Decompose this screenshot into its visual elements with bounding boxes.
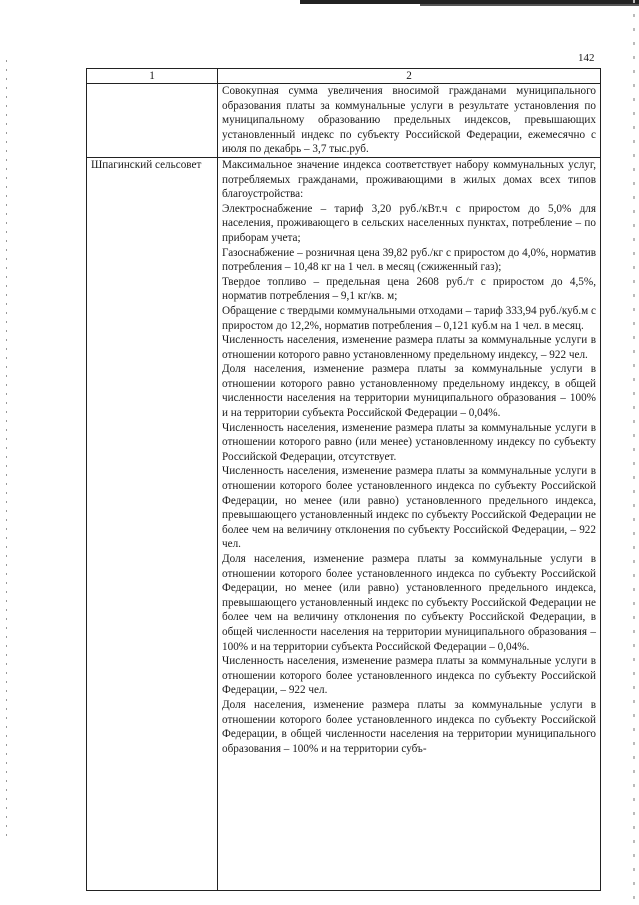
paragraph: Численность населения, изменение размера платы за коммунальные услуги в отношении которого равно установленному предельному индексу, – 922 чел.	[222, 334, 596, 361]
paragraph: Доля населения, изменение размера платы за коммунальные услуги в отношении которого более установленного индекса по субъекту Российской Федерации, но менее (или равно) установленного предельного индекса, превышающего установленный индекс по субъекту Российской Федерации не более чем на величину отклонения по субъекту Российской Федерации, в общей численности населения на территории муниципального образования – 100% и на территории субъекта Российской Федерации – 0,04%.	[222, 553, 596, 653]
table-row	[87, 84, 601, 158]
table-header-row	[87, 69, 601, 84]
column-header: 1	[87, 69, 218, 84]
paragraph: Численность населения, изменение размера платы за коммунальные услуги в отношении которого более установленного индекса по субъекту Российской Федерации, – 922 чел.	[222, 655, 596, 697]
paragraph: Численность населения, изменение размера платы за коммунальные услуги в отношении которого равно (или менее) установленному индексу по субъекту Российской Федерации, отсутствует.	[222, 421, 596, 463]
page-number: 142	[578, 52, 595, 64]
municipality-name: Шпагинский сельсовет	[91, 158, 202, 171]
paragraph: Доля населения, изменение размера платы за коммунальные услуги в отношении которого более установленного индекса по субъекту Российской Федерации, в общей численности населения на территории муниципального образования – 100% и на территории субъ-	[222, 698, 596, 755]
scan-edge-left	[6, 60, 7, 840]
description-cell	[218, 157, 601, 890]
paragraph: Твердое топливо – предельная цена 2608 руб./т с приростом до 4,5%, норматив потребления – 9,1 кг/кв. м;	[222, 275, 596, 303]
paragraph: Численность населения, изменение размера платы за коммунальные услуги в отношении которого более установленного индекса по субъекту Российской Федерации, но менее (или равно) установленного предельного индекса, превышающего установленный индекс по субъекту Российской Федерации не более чем на величину отклонения по субъекту Российской Федерации, – 922 чел.	[222, 465, 596, 551]
scan-edge-top-secondary	[420, 4, 639, 6]
paragraph: Совокупная сумма увеличения вносимой гражданами муниципального образования платы за коммунальные услуги в результате установления по муниципальному образованию предельных индексов, превышающих установленный индекс по субъекту Российской Федерации, ежемесячно с июля по декабрь – 3,7 тыс.руб.	[222, 85, 596, 156]
document-table	[86, 68, 601, 891]
paragraph: Максимальное значение индекса соответствует набору коммунальных услуг, потребляемых гражданами, проживающими в жилых домах всех типов благоустройства:	[222, 158, 596, 201]
municipality-cell	[87, 84, 218, 158]
description-cell	[218, 84, 601, 158]
paragraph: Доля населения, изменение размера платы за коммунальные услуги в отношении которого равно установленному предельному индексу, в общей численности населения на территории муниципального образования – 100% и на территории субъекта Российской Федерации – 0,04%.	[222, 363, 596, 420]
paragraph: Электроснабжение – тариф 3,20 руб./кВт.ч с приростом до 5,0% для населения, проживающего в сельских населенных пунктах, потребление – по приборам учета;	[222, 202, 596, 244]
column-header: 2	[218, 69, 601, 84]
scan-edge-right	[633, 0, 635, 905]
table-row	[87, 157, 601, 890]
paragraph: Обращение с твердыми коммунальными отходами – тариф 333,94 руб./куб.м с приростом до 12,2%, норматив потребления – 0,121 куб.м на 1 чел. в месяц.	[222, 304, 596, 332]
paragraph: Газоснабжение – розничная цена 39,82 руб./кг с приростом до 4,0%, норматив потребления – 10,48 кг на 1 чел. в месяц (сжиженный газ);	[222, 246, 596, 274]
municipality-cell	[87, 157, 218, 890]
